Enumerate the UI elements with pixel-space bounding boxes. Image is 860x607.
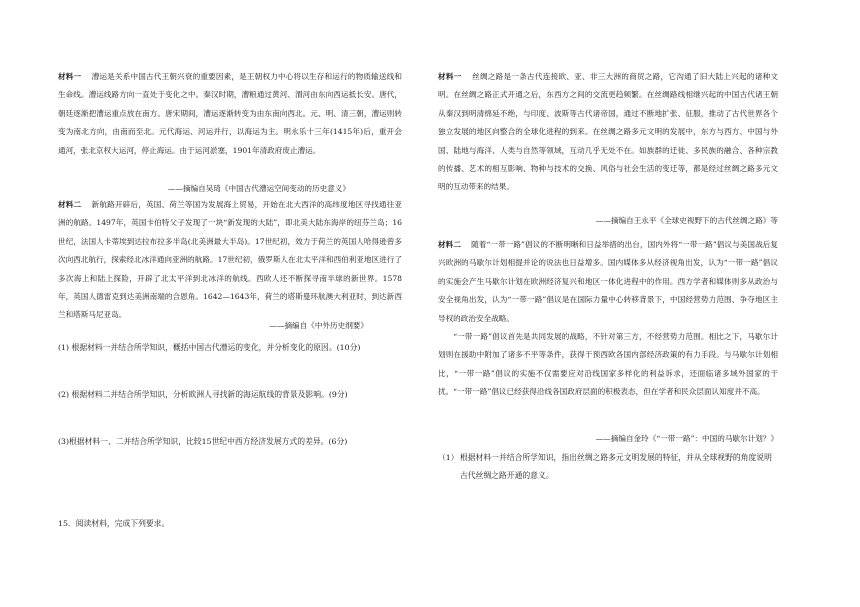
left-material-two: [58, 196, 402, 325]
left-material-two-source: ——摘编自《中外历史纲要》: [269, 321, 368, 330]
right-question-1-label: （1）: [438, 453, 459, 462]
question-3: (3)根据材料一、二并结合所学知识，比较15世纪中西方经济发展方式的差异。(6分): [58, 437, 348, 446]
material-text: 新航路开辟后，英国、荷兰等国为发展海上贸易，开始在北大西洋的高纬度地区寻找通往亚洲的航路。1497年，英国卡伯特父子发现了一块“新发现的大陆”，即北美大陆东海岸的纽芬兰岛；16世纪，法国人卡蒂埃到达拉布拉多半岛(北美洲最大半岛)。17世纪初，效力于荷兰的英国人哈得逊曾多次向西北航行，探索经北冰洋通向亚洲的航路。17世纪初，俄罗斯人在北太平洋和西伯利亚地区进行了多次海上和陆上探险，开辟了北太平洋到北冰洋的航线。西欧人还不断探寻南半球的新世界。1578年，英国人德雷克到达美洲南端的合恩角。1642—1643年，荷兰的塔斯曼环航澳大利亚时，到达新西兰和塔斯马尼亚岛。: [58, 200, 403, 320]
left-material-one: [58, 68, 402, 160]
material-text: 随着“一带一路”倡议的不断明晰和日益举措的出台，国内外将“一带一路”倡议与美国战后复兴欧洲的马歇尔计划相提并论的说法也日益增多。国内媒体多从经济视角出发，认为“一带一路”倡议的实施会产生马歇尔计划在欧洲经济复兴和地区一体化进程中的作用。西方学者和媒体则多从政治与安全视角出发，认为“一带一路”倡议是在国际力量中心转移背景下，中国经营势力范围、争夺地区主导权的政治安全战略。: [438, 240, 778, 323]
material-text: 丝绸之路是一条古代连接欧、亚、非三大洲的商贸之路，它沟通了旧大陆上兴起的诸种文明。在丝绸之路正式开通之后，东西方之间的交流更趋频繁。在丝绸路线相继兴起的中国古代诸王朝从秦汉到明清绵延不绝，与印度、波斯等古代诸帝国，通过不断地扩张、征服，推动了古代世界各个独立发展的地区向整合的全球化进程的到来。在丝绸之路多元文明的发展中，东方与西方、中国与外国、陆地与海洋、人类与自然等领域，互动几乎无处不在。如族群的迁徙、多民族的融合、各种宗教的传播、艺术的相互影响、物种与技术的交换、风俗与社会生活的变迁等，都是经过丝绸之路多元文明的互动带来的结果。: [438, 72, 779, 192]
left-material-one-source: ——摘编自吴琦《中国古代漕运空间变动的历史意义》: [167, 184, 350, 193]
right-question-1: 根据材料一并结合所学知识，指出丝绸之路多元文明发展的特征，并从全球视野的角度说明古代丝绸之路开通的意义。: [460, 453, 772, 481]
material-tag: 材料二: [438, 240, 461, 249]
material-text: 漕运是关系中国古代王朝兴衰的重要因素，是王朝权力中心将以生存和运行的物质输送线和生命线。漕运线路方向一直处于变化之中。秦汉时期，漕粮通过黄河、渭河由东向西运抵长安。唐代，朝廷逐渐把漕运重点放在南方。唐宋期间，漕运逐渐转变为由东南向西北。元、明、清三朝，漕运则转变为南北方向，由南而至北。元代海运、河运并行，以海运为主。明永乐十三年(1415年)后，重开会通河，张北京权大运河，停止海运。由于运河淤塞，1901年清政府废止漕运。: [58, 72, 403, 155]
right-material-one: [438, 68, 778, 197]
question-2: (2) 根据材料二并结合所学知识，分析欧洲人寻找新的海运航线的背景及影响。(9分): [58, 390, 348, 399]
right-material-one-source: ——摘编自王永平《全球史视野下的古代丝绸之路》等: [595, 216, 778, 225]
right-material-two: [438, 236, 778, 328]
question-15-heading: 15．阅读材料，完成下列要求。: [58, 519, 170, 528]
material-tag: 材料一: [438, 72, 462, 81]
material-tag: 材料一: [58, 72, 82, 81]
right-material-two-source: ——摘编自金玲《“一带一路”：中国的马歇尔计划？》: [595, 434, 778, 443]
material-tag: 材料二: [58, 200, 82, 209]
right-material-two-paragraph-2: “一带一路”倡议首先是共同发展的战略，不针对第三方，不经营势力范围。相比之下，马歇尔计划则在援助中附加了诸多不平等条件，获得干预西欧各国内部经济政策的有力手段。与马歇尔计划相比，“一带一路”倡议的实施不仅需要应对沿线国家多样化的利益诉求，还面临诸多域外国家的干扰。“一带一路”倡议已经获得沿线各国政府层面的积极表态，但在学者和民众层面认知度并不高。: [438, 332, 778, 397]
question-1: (1) 根据材料一并结合所学知识，概括中国古代漕运的变化，并分析变化的原因。(10分): [58, 343, 361, 352]
